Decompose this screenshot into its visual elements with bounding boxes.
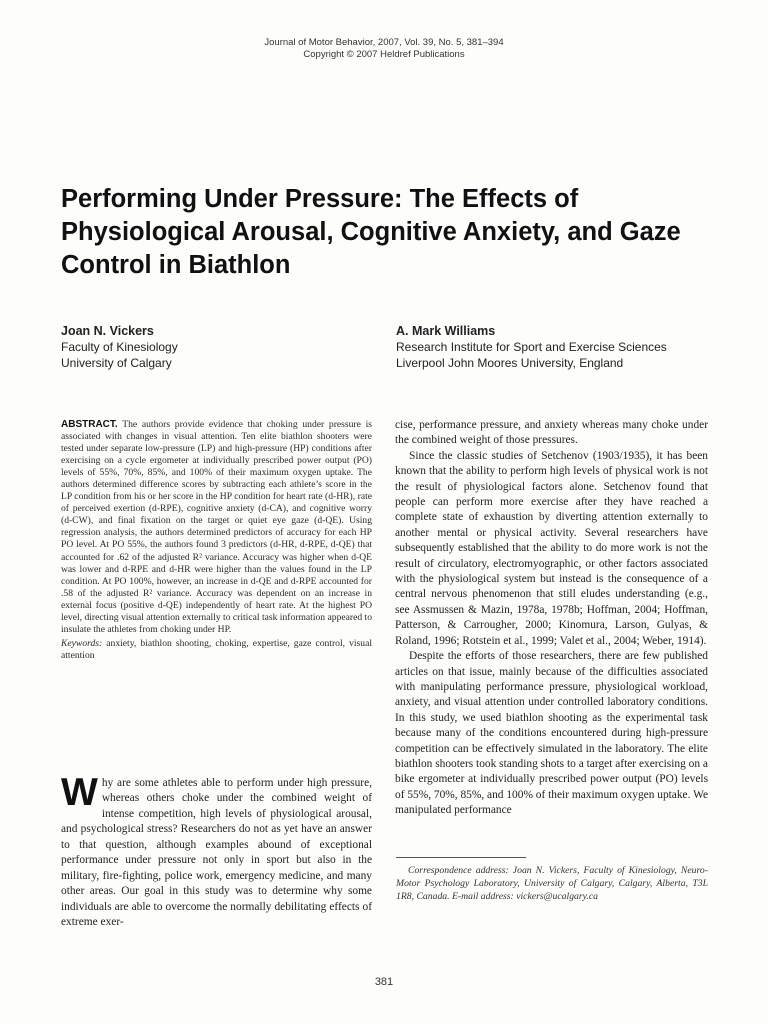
author-name: Joan N. Vickers	[61, 324, 154, 338]
right-column	[395, 418, 708, 819]
correspondence-footnote: Correspondence address: Joan N. Vickers, Faculty of Kinesiology, Neuro-Motor Psychology Laboratory, University of Calgary, Calgary, Alberta, T3L 1R8, Canada. E-mail address: vickers@ucalgary.ca	[396, 865, 708, 903]
abstract	[61, 419, 372, 662]
author-block-1	[61, 323, 361, 371]
abstract-body	[61, 419, 372, 636]
author-affiliation: University of Calgary	[61, 356, 172, 370]
intro-paragraph	[61, 771, 372, 931]
author-affiliation: Faculty of Kinesiology	[61, 340, 178, 354]
drop-cap: W	[61, 771, 98, 814]
body-paragraph: Despite the efforts of those researchers, there are few published articles on that issue, mainly because of the difficulties associated with manipulating performance pressure, physiological workload, anxiety, and visual attention under controlled laboratory conditions. In this study, we used biathlon shooting as the experimental task because many of the conditions encountered during high-pressure competition can be effectively simulated in the laboratory. The elite biathlon shooters took standing shots to a target after exercising on a bike ergometer at individually prescribed power output (PO) levels of 55%, 70%, 85%, and 100% of their maximum oxygen uptake. We manipulated performance	[395, 650, 708, 817]
keywords	[61, 638, 372, 662]
abstract-text: The authors provide evidence that choking under pressure is associated with changes in visual attention. Ten elite biathlon shooters were tested under separate low-pressure (LP) and high-pressure (HP) conditions after exercising on a cycle ergometer at individually prescribed power output (PO) levels of 55%, 70%, 85%, and 100% of their maximum oxygen uptake. The authors determined difference scores by subtracting each athlete’s score in the LP condition from his or her score in the HP condition for heart rate (d-HR), rate of perceived exertion (d-RPE), cognitive anxiety (d-CA), and cognitive worry (d-CW), and final fixation on the target or quiet eye gaze (d-QE). Using regression analysis, the authors determined predictors of accuracy for each HP PO level. At PO 55%, the authors found 3 predictors (d-HR, d-RPE, d-QE) that accounted for .62 of the adjusted R² variance. Accuracy was higher when d-QE was lower and d-RPE and d-HR were higher than the values found in the LP condition. At PO 100%, however, an increase in d-QE and d-RPE accounted for .58 of the adjusted R² variance. Accuracy was dependent on an increase in external focus (positive d-QE) independently of heart rate. At the highest PO level, directing visual attention externally to critical task information appeared to insulate the athletes from choking under HP.	[61, 419, 372, 635]
intro-text: hy are some athletes able to perform under high pressure, whereas others choke under the combined weight of intense competition, high levels of physiological arousal, and psychological stress? Researchers do not as yet have an answer to that question, although examples abound of exceptional performance under pressure not only in sport but also in the military, fire-fighting, police work, emergency medicine, and many other areas. Our goal in this study was to determine why some individuals are able to overcome the normally debilitating effects of extreme exer-	[61, 777, 372, 929]
footnote-divider	[396, 857, 526, 858]
keywords-heading: Keywords:	[61, 637, 103, 649]
author-block-2	[396, 323, 726, 371]
author-affiliation: Liverpool John Moores University, England	[396, 356, 624, 370]
body-paragraph: Since the classic studies of Setchenov (1903/1935), it has been known that the ability to perform high levels of physical work is not the result of physiological factors alone. Setchenov found that people can perform more exercise after they have reached a complete state of exhaustion by diverting attention externally to another mental or physical activity. Several researchers have subsequently established that the ability to do more work is not the result of circulatory, electromyographic, or other factors associated with the physiological system but instead is the consequence of a central nervous phenomenon that still eludes understanding (e.g., see Assmussen & Mazin, 1978a, 1978b; Hoffman, 2004; Hoffman, Patterson, & Carrougher, 2000; Kinomura, Larson, Gulyas, & Roland, 1996; Rotstein et al., 1999; Valet et al., 2004; Weber, 1914).	[395, 449, 708, 647]
keywords-list: anxiety, biathlon shooting, choking, expertise, gaze control, visual attention	[61, 637, 372, 661]
author-affiliation: Research Institute for Sport and Exercise Sciences	[396, 340, 667, 354]
body-paragraph-continuation: cise, performance pressure, and anxiety whereas many choke under the combined weight of those pressures.	[395, 419, 708, 447]
introduction	[61, 771, 372, 931]
page-number: 381	[374, 976, 394, 988]
article-title: Performing Under Pressure: The Effects of Physiological Arousal, Cognitive Anxiety, and Gaze Control in Biathlon	[61, 185, 681, 279]
copyright-line: Copyright © 2007 Heldref Publications	[303, 49, 465, 60]
author-name: A. Mark Williams	[396, 324, 496, 338]
abstract-heading: ABSTRACT.	[61, 419, 118, 430]
journal-citation: Journal of Motor Behavior, 2007, Vol. 39, No. 5, 381–394	[264, 37, 504, 48]
journal-header	[0, 37, 768, 61]
